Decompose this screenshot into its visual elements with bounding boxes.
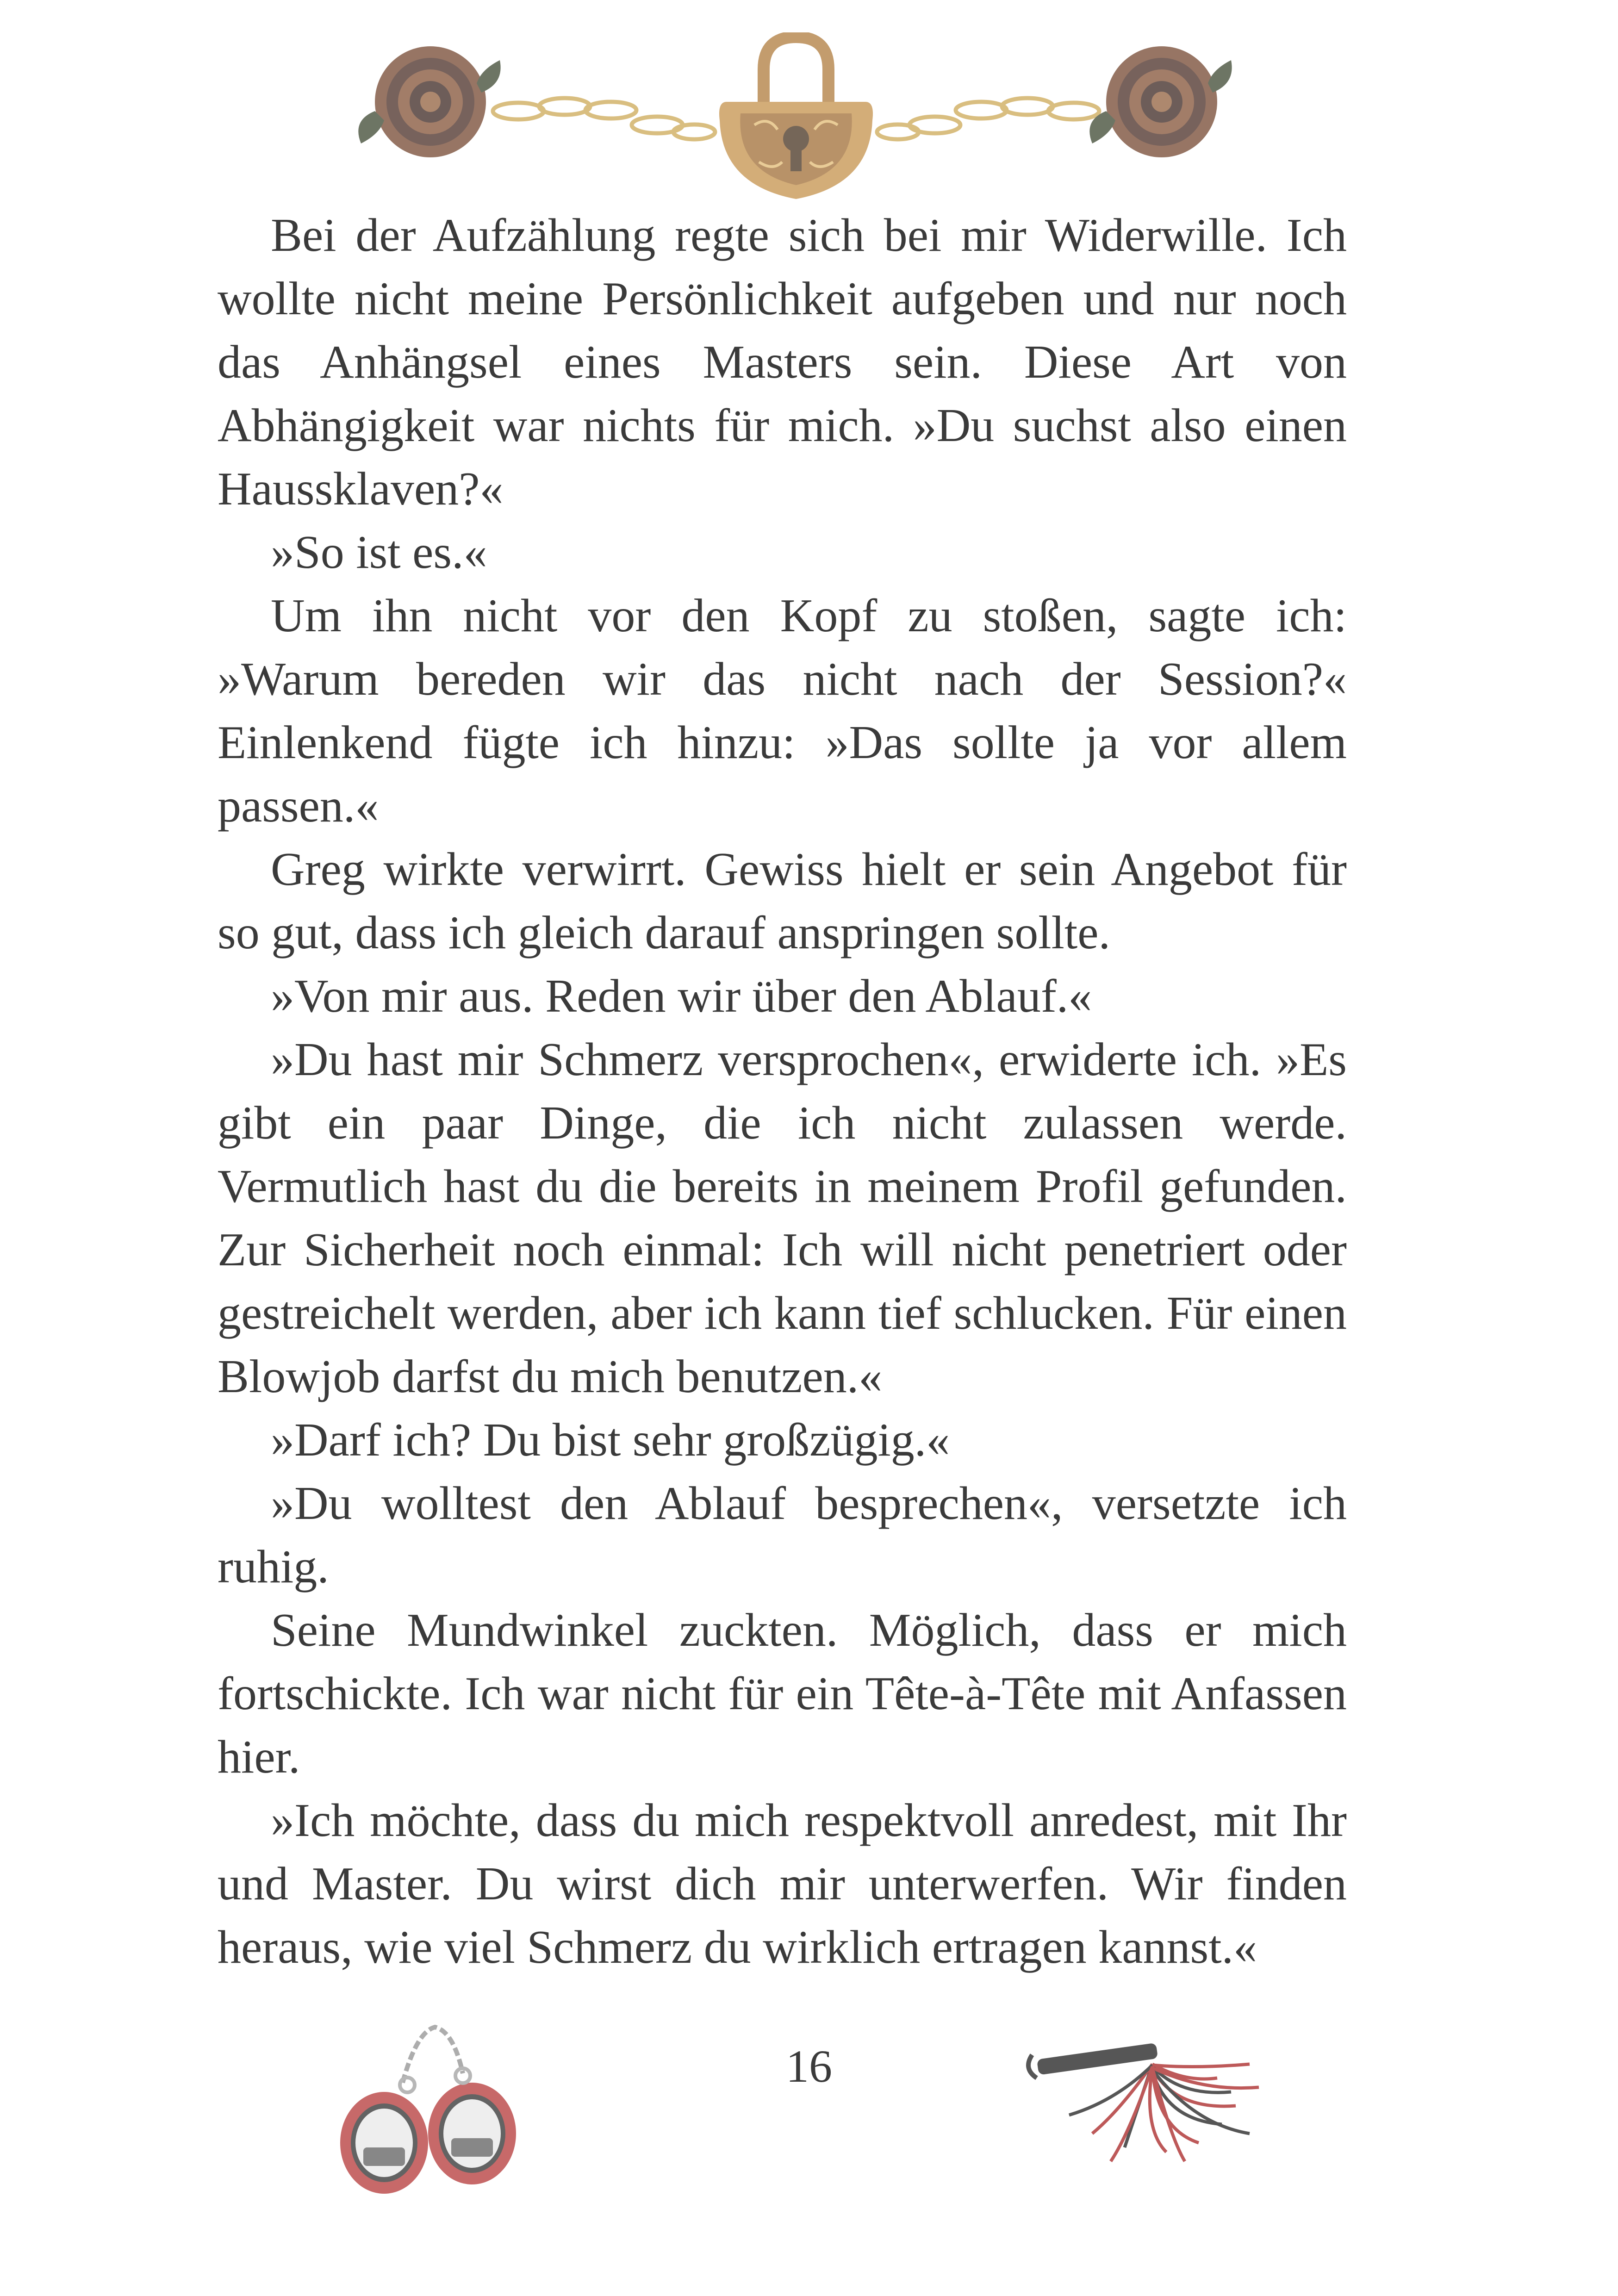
paragraph: »So ist es.« bbox=[271, 526, 487, 579]
paragraph: »Darf ich? Du bist sehr großzügig.« bbox=[271, 1414, 950, 1466]
page-number: 16 bbox=[786, 2041, 832, 2092]
paragraph: »Ich möchte, dass du mich respektvoll anredest, mit Ihr und Master. Du wirst dich mir unterwerfen. Wir finden heraus, wie viel Schmerz du wirklich ertragen kannst.« bbox=[218, 1794, 1347, 1973]
paragraph: Greg wirkte verwirrt. Gewiss hielt er sein Angebot für so gut, dass ich gleich darauf anspringen sollte. bbox=[218, 843, 1347, 959]
paragraph: Bei der Aufzählung regte sich bei mir Widerwille. Ich wollte nicht meine Persönlichkeit aufgeben und nur noch das Anhängsel eines Masters sein. Diese Art von Abhängigkeit war nichts für mich. »Du suchst also einen Haussklaven?« bbox=[218, 209, 1347, 515]
paragraph: Um ihn nicht vor den Kopf zu stoßen, sagte ich: »Warum bereden wir das nicht nach der Session?« Einlenkend fügte ich hinzu: »Das sollte ja vor allem passen.« bbox=[218, 590, 1347, 832]
padlock-icon bbox=[719, 37, 873, 199]
body-text bbox=[218, 204, 1347, 1979]
header-ornament bbox=[352, 32, 1240, 208]
paragraph: »Von mir aus. Reden wir über den Ablauf.« bbox=[271, 970, 1092, 1022]
gold-chain-right bbox=[877, 98, 1099, 139]
paragraph: »Du wolltest den Ablauf besprechen«, versetzte ich ruhig. bbox=[218, 1477, 1347, 1593]
paragraph: »Du hast mir Schmerz versprochen«, erwiderte ich. »Es gibt ein paar Dinge, die ich nicht zulassen werde. Vermutlich hast du die bereits in meinem Profil gefunden. Zur Sicherheit noch einmal: Ich will nicht penetriert oder gestreichelt werden, aber ich kann tief schlucken. Für einen Blowjob darfst du mich benutzen.« bbox=[218, 1033, 1347, 1403]
rose-right-icon bbox=[1089, 46, 1232, 157]
gold-chain-left bbox=[493, 98, 715, 139]
flogger-icon bbox=[1018, 2027, 1277, 2175]
rose-left-icon bbox=[358, 46, 500, 157]
paragraph: Seine Mundwinkel zuckten. Möglich, dass er mich fortschickte. Ich war nicht für ein Tête-à-Tête mit Anfassen hier. bbox=[218, 1604, 1347, 1783]
